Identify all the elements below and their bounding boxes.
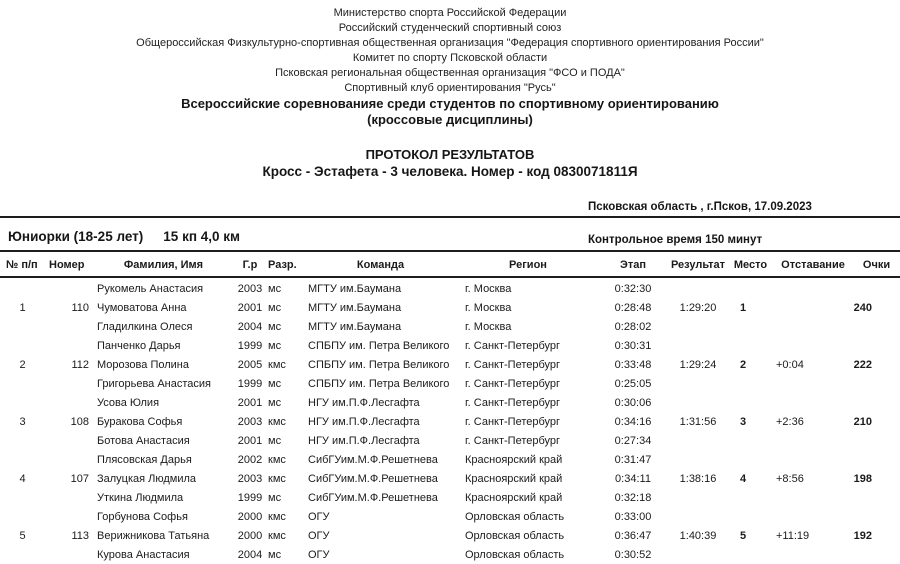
cell-year: 1999: [237, 491, 263, 504]
cell-leg: 0:30:31: [614, 339, 652, 352]
table-row: [0, 488, 900, 507]
cell-rank: мс: [268, 320, 282, 333]
cell-num: 2: [19, 358, 26, 371]
cell-result: 1:29:20: [679, 301, 717, 314]
cell-year: 2001: [237, 301, 263, 314]
cell-name: Рукомель Анастасия: [97, 282, 204, 295]
cell-year: 1999: [237, 339, 263, 352]
cell-leg: 0:30:06: [614, 396, 652, 409]
cell-place: 1: [740, 301, 747, 314]
table-row: [0, 279, 900, 298]
cell-place: 2: [740, 358, 747, 371]
cell-points: 210: [853, 415, 872, 428]
cell-name: Гладилкина Олеся: [97, 320, 193, 333]
cell-name: Верижникова Татьяна: [97, 529, 210, 542]
control-time: Контрольное время 150 минут: [588, 234, 763, 246]
table-row: [0, 317, 900, 336]
cell-name: Ботова Анастасия: [97, 434, 190, 447]
cell-team: ОГУ: [308, 548, 330, 561]
cell-leg: 0:27:34: [614, 434, 652, 447]
cell-leg: 0:33:00: [614, 510, 652, 523]
table-row: [0, 393, 900, 412]
cell-result: 1:40:39: [679, 529, 717, 542]
cell-team: МГТУ им.Баумана: [308, 301, 402, 314]
cell-year: 2000: [237, 529, 263, 542]
cell-region: г. Санкт-Петербург: [465, 434, 561, 447]
cell-gap: +2:36: [776, 415, 804, 428]
cell-rank: кмс: [268, 453, 286, 466]
cell-leg: 0:32:30: [614, 282, 652, 295]
organization-header: [0, 6, 900, 96]
cell-rank: кмс: [268, 472, 286, 485]
cell-team: ОГУ: [308, 529, 330, 542]
cell-region: г. Москва: [465, 320, 512, 333]
cell-name: Уткина Людмила: [97, 491, 184, 504]
cell-region: г. Санкт-Петербург: [465, 358, 561, 371]
cell-leg: 0:36:47: [614, 529, 652, 542]
cell-name: Залуцкая Людмила: [97, 472, 197, 485]
cell-rank: мс: [268, 434, 282, 447]
org-line: Общероссийская Физкультурно-спортивная общественная организация "Федерация спортивного ориентирования России": [136, 37, 764, 49]
column-header-place: Место: [733, 259, 768, 271]
event-title-line1: Всероссийские соревнованияе среди студентов по спортивному ориентированию: [181, 96, 719, 111]
cell-rank: мс: [268, 339, 282, 352]
event-title: [0, 96, 900, 128]
cell-name: Усова Юлия: [97, 396, 160, 409]
table-header-row: [0, 255, 900, 275]
cell-year: 2002: [237, 453, 263, 466]
cell-year: 2001: [237, 434, 263, 447]
cell-place: 3: [740, 415, 747, 428]
cell-rank: мс: [268, 301, 282, 314]
cell-region: Красноярский край: [465, 453, 563, 466]
cell-team: НГУ им.П.Ф.Лесгафта: [308, 415, 420, 428]
cell-rank: кмс: [268, 358, 286, 371]
cell-num: 5: [19, 529, 26, 542]
cell-region: г. Санкт-Петербург: [465, 377, 561, 390]
column-header-region: Регион: [509, 259, 547, 271]
cell-leg: 0:32:18: [614, 491, 652, 504]
divider: [0, 250, 900, 252]
org-line: Комитет по спорту Псковской области: [352, 52, 548, 64]
cell-team: СибГУим.М.Ф.Решетнева: [308, 491, 438, 504]
cell-team: ОГУ: [308, 510, 330, 523]
location-date: Псковская область , г.Псков, 17.09.2023: [588, 201, 812, 213]
cell-bib: 112: [71, 358, 89, 371]
category-line: [8, 229, 240, 244]
org-line: Министерство спорта Российской Федерации: [333, 7, 567, 19]
event-title-line2: (кроссовые дисциплины): [367, 112, 533, 127]
cell-result: 1:29:24: [679, 358, 717, 371]
cell-place: 4: [740, 472, 747, 485]
table-row: [0, 374, 900, 393]
cell-name: Буракова Софья: [97, 415, 183, 428]
protocol-subheading: Кросс - Эстафета - 3 человека. Номер - код 0830071811Я: [262, 164, 638, 179]
column-header-gap: Отставание: [781, 259, 845, 271]
cell-rank: мс: [268, 282, 282, 295]
cell-leg: 0:34:11: [615, 472, 651, 485]
table-row: [0, 469, 900, 488]
cell-name: Морозова Полина: [97, 358, 189, 371]
cell-name: Панченко Дарья: [97, 339, 181, 352]
cell-points: 192: [853, 529, 872, 542]
cell-region: Красноярский край: [465, 491, 563, 504]
cell-region: г. Москва: [465, 282, 512, 295]
cell-year: 2004: [237, 320, 263, 333]
cell-team: НГУ им.П.Ф.Лесгафта: [308, 396, 420, 409]
column-header-bib: Номер: [49, 259, 85, 271]
column-header-name: Фамилия, Имя: [123, 259, 204, 271]
cell-leg: 0:30:52: [614, 548, 652, 561]
column-header-num: № п/п: [6, 259, 38, 271]
cell-region: Орловская область: [465, 548, 565, 561]
cell-place: 5: [740, 529, 747, 542]
column-header-rank: Разр.: [268, 259, 297, 271]
table-row: [0, 298, 900, 317]
cell-year: 2003: [237, 472, 263, 485]
cell-region: Красноярский край: [465, 472, 563, 485]
cell-gap: +0:04: [776, 358, 804, 371]
divider: [0, 276, 900, 278]
cell-rank: мс: [268, 396, 282, 409]
cell-leg: 0:31:47: [614, 453, 652, 466]
column-header-leg: Этап: [620, 259, 646, 271]
cell-gap: +8:56: [776, 472, 804, 485]
cell-leg: 0:33:48: [614, 358, 652, 371]
cell-bib: 107: [70, 472, 89, 485]
org-line: Российский студенческий спортивный союз: [338, 22, 562, 34]
cell-team: СПБПУ им. Петра Великого: [308, 339, 450, 352]
column-header-team: Команда: [356, 259, 405, 271]
cell-num: 4: [19, 472, 26, 485]
cell-team: СПБПУ им. Петра Великого: [308, 358, 450, 371]
org-line: Псковская региональная общественная организация "ФСО и ПОДА": [275, 67, 625, 79]
cell-team: НГУ им.П.Ф.Лесгафта: [308, 434, 420, 447]
table-body: [0, 279, 900, 564]
cell-rank: мс: [268, 377, 282, 390]
cell-team: МГТУ им.Баумана: [308, 320, 402, 333]
cell-region: Орловская область: [465, 529, 565, 542]
category-group: Юниорки (18-25 лет): [8, 229, 144, 244]
cell-year: 2001: [237, 396, 263, 409]
cell-rank: мс: [268, 548, 282, 561]
column-header-points: Очки: [862, 259, 891, 271]
cell-rank: кмс: [268, 415, 286, 428]
cell-name: Григорьева Анастасия: [97, 377, 212, 390]
cell-team: СПБПУ им. Петра Великого: [308, 377, 450, 390]
cell-name: Чумоватова Анна: [97, 301, 187, 314]
category-course: 15 кп 4,0 км: [163, 229, 240, 244]
cell-region: г. Санкт-Петербург: [465, 339, 561, 352]
column-header-year: Г.р: [242, 259, 258, 271]
table-row: [0, 545, 900, 564]
table-row: [0, 412, 900, 431]
cell-bib: 110: [71, 301, 89, 314]
org-line: Спортивный клуб ориентирования "Русь": [344, 82, 556, 94]
protocol-heading: ПРОТОКОЛ РЕЗУЛЬТАТОВ: [365, 147, 535, 162]
cell-num: 3: [19, 415, 26, 428]
cell-team: СибГУим.М.Ф.Решетнева: [308, 453, 438, 466]
cell-gap: +11:19: [776, 529, 810, 542]
cell-name: Плясовская Дарья: [97, 453, 192, 466]
cell-result: 1:31:56: [679, 415, 717, 428]
cell-region: г. Санкт-Петербург: [465, 415, 561, 428]
cell-leg: 0:34:16: [614, 415, 652, 428]
cell-points: 198: [853, 472, 872, 485]
table-row: [0, 450, 900, 469]
cell-leg: 0:25:05: [614, 377, 652, 390]
cell-result: 1:38:16: [679, 472, 717, 485]
table-row: [0, 507, 900, 526]
cell-rank: мс: [268, 491, 282, 504]
cell-year: 2003: [237, 282, 263, 295]
cell-year: 2000: [237, 510, 263, 523]
cell-rank: кмс: [268, 510, 286, 523]
cell-region: г. Санкт-Петербург: [465, 396, 561, 409]
cell-num: 1: [19, 301, 26, 314]
table-row: [0, 526, 900, 545]
cell-team: СибГУим.М.Ф.Решетнева: [308, 472, 438, 485]
column-header-result: Результат: [670, 259, 726, 271]
cell-bib: 113: [71, 529, 89, 542]
cell-region: Орловская область: [465, 510, 565, 523]
cell-team: МГТУ им.Баумана: [308, 282, 402, 295]
cell-year: 2004: [237, 548, 263, 561]
cell-bib: 108: [70, 415, 89, 428]
cell-leg: 0:28:02: [614, 320, 652, 333]
cell-rank: кмс: [268, 529, 286, 542]
table-row: [0, 431, 900, 450]
table-row: [0, 336, 900, 355]
cell-year: 2005: [237, 358, 263, 371]
cell-points: 240: [853, 301, 872, 314]
cell-year: 1999: [237, 377, 263, 390]
cell-year: 2003: [237, 415, 263, 428]
cell-name: Горбунова Софья: [97, 510, 188, 523]
table-row: [0, 355, 900, 374]
cell-points: 222: [853, 358, 872, 371]
cell-leg: 0:28:48: [614, 301, 652, 314]
divider: [0, 216, 900, 218]
cell-name: Курова Анастасия: [97, 548, 190, 561]
cell-region: г. Москва: [465, 301, 512, 314]
